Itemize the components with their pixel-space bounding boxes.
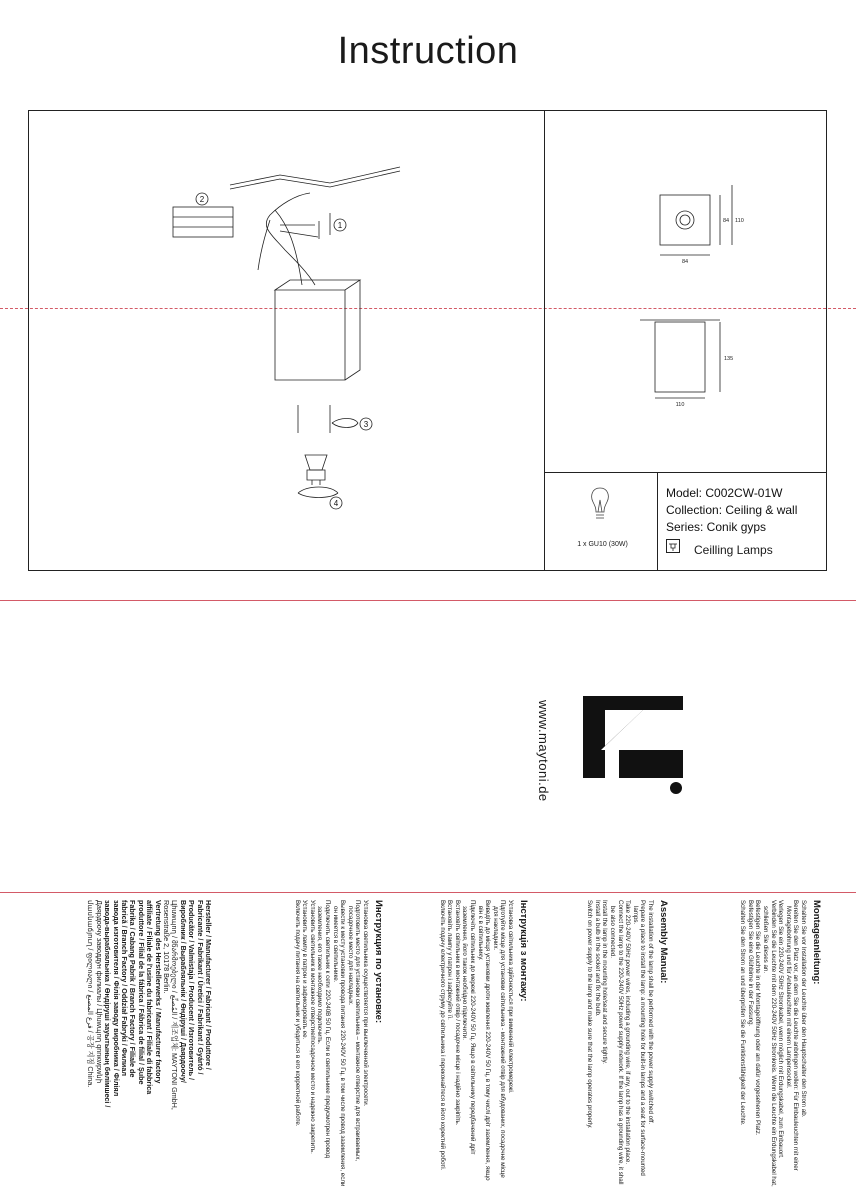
montage-item: Schalten Sie den Strom an und überprüfen Sie die Funktionsfähigkeit der Leuchte. bbox=[739, 900, 747, 1126]
ukr-item: Підключіть світильник до мережі 220-240V 50 Гц. Якщо в світильнику передбачений дріт заземлення, його також необхідно підключити. bbox=[461, 900, 477, 1155]
top-view-drawing bbox=[640, 180, 760, 280]
assembly-heading: Assembly Manual: bbox=[658, 900, 669, 984]
rus-item: Подготовить место для установки светильника – монтажное отверстие для встраиваемых, посадочное место для накладных. bbox=[346, 900, 362, 1162]
montage-item: Schalten Sie vor Installation der Leuchte über den Hauptschalter den Strom ab. bbox=[800, 900, 807, 1118]
montage-item: Bereiten Sie den Platz vor, an dem Sie die Leuchte anbringen wollen: Für Einbauleuchten mit einer Montagebohrung und für Anbauleuchten mit einem Lampensockel. bbox=[784, 900, 800, 1171]
maker-address: Rosenstraße 2, 10178 Berlin. bbox=[161, 900, 171, 994]
factory-line: Fabrika / Cabang Pabrik / Branch Factory / Filiale de bbox=[128, 900, 138, 1078]
factory-line: завода изготовителя / Філія заводу виробника / Філіял bbox=[111, 900, 121, 1097]
frame-divider-vertical-2 bbox=[657, 472, 658, 571]
dim-top-height-1: 84 bbox=[723, 218, 730, 224]
fold-line-middle bbox=[0, 600, 856, 601]
ceiling-lamp-icon bbox=[666, 539, 680, 553]
bulb-spec: 1 x GU10 (30W) bbox=[577, 541, 628, 548]
website: www.maytoni.de bbox=[536, 700, 551, 802]
dim-side-height: 135 bbox=[724, 356, 734, 362]
rus-item: Вывести к месту установки провода питания 220-240V 50 Гц, в том числе провод заземления, если он имеется в светильнике. bbox=[331, 900, 347, 1187]
rus-item: Подключить светильник к сети 220-240В 50 Гц. Если в светильнике предусмотрен провод заземления, его также необходимо подключить. bbox=[316, 900, 332, 1158]
assembly-item: The installation of the lamp shall be performed with the power supply switched off. bbox=[647, 900, 654, 1125]
assembly-item: Take 220-240V 50Hz power wires, including a grounding wire, if any, out to the installation place. bbox=[624, 900, 632, 1165]
dim-top-height-2: 110 bbox=[735, 218, 744, 224]
ukr-item: Включіть подачу електричного струму до світильника і переконайтеся в його коректній роботі. bbox=[438, 900, 446, 1171]
ceiling-lamps-label: Ceilling Lamps bbox=[694, 543, 773, 557]
series-line: Series: Conik gyps bbox=[666, 520, 767, 534]
maker-line: Fabricante / Fabrikant / Üretici / Fabrikant / Gyártó / bbox=[195, 900, 205, 1075]
rus-section bbox=[293, 900, 384, 1190]
frame-divider-horizontal bbox=[544, 472, 827, 473]
assembly-item: Prepare a place to install the lamp: a mounting hole for built-in lamps and a seat for surface-mounted lamps. bbox=[631, 900, 647, 1176]
factory-address: Даярдоочу заводдун филиалы / Цhuwպnղ qnnĸwpwնի bbox=[94, 900, 104, 1084]
assembly-item: Switch on power supply to the lamp and make sure that the lamp operates properly. bbox=[586, 900, 594, 1129]
maker-line: Producător / Valmistaja / Producent / Изготовитель / bbox=[187, 900, 197, 1081]
callout-2: 2 bbox=[199, 195, 205, 204]
factory-address: մասնաճյուղ / ფილიალი / فرع المصنع / 공장 지점 China. bbox=[86, 900, 96, 1088]
maker-address: Цhuwպnղ / მწარმოებელი / المُصنِّع / 제조업체: MAYTONI GmbH, bbox=[170, 900, 180, 1110]
rus-item: Установить лампу в патрон и зафиксировать ее. bbox=[301, 900, 309, 1040]
factory-line: produttore / Filial de la fábrica / Fábrica de filial / Şube bbox=[136, 900, 146, 1085]
montage-item: Verbinden Sie die Leuchte mit dem 220-240V 50Hz Stromkreis. Wenn die Leuchte ein Erdungskabel hat, schließen Sie dieses an. bbox=[762, 900, 777, 1187]
maker-line: Hersteller / Manufacturer / Fabricant / Produttore / bbox=[204, 900, 213, 1070]
callout-1: 1 bbox=[337, 221, 343, 230]
montage-heading: Montageanleitung: bbox=[811, 900, 822, 985]
ukr-section bbox=[438, 900, 529, 1190]
model-line: Model: C002CW-01W bbox=[666, 486, 783, 500]
collection-line: Collection: Ceiling & wall bbox=[666, 503, 798, 517]
callout-3: 3 bbox=[363, 420, 369, 429]
frame-divider-vertical bbox=[544, 110, 545, 571]
montage-item: Befestigen Sie die Leuchte in der Montageöffnung oder am dafür vorgesehenen Platz. bbox=[754, 900, 762, 1136]
logo-dot bbox=[670, 782, 682, 794]
rus-item: Включить подачу питания на светильник и убедиться в его корректной работе. bbox=[293, 900, 301, 1127]
ukr-item: Встановіть світильник в монтажний отвір / посадочне місце і надійно закріпіть. bbox=[453, 900, 461, 1126]
rus-item: Установка светильника осуществляется при выключенной электросети. bbox=[362, 900, 369, 1107]
assembly-item: Install a bulb in the socket and fix the bulb. bbox=[593, 900, 601, 1017]
factory-line: Vertretung des Herstellerwerks / Manufacturer factory bbox=[153, 900, 163, 1084]
montage-section bbox=[739, 900, 822, 1190]
ukr-item: Установка світильника здійснюється при вимкненій електромережі. bbox=[507, 900, 514, 1094]
maytoni-logo bbox=[583, 696, 683, 791]
dim-side-width: 110 bbox=[675, 402, 685, 408]
assembly-section bbox=[586, 900, 669, 1190]
ukr-heading: Інструкція з монтажу: bbox=[518, 900, 529, 1002]
ukr-item: Підготуйте місце для установки світильника - монтажний отвір для вбудованих, посадочне місце для накладних. bbox=[491, 900, 507, 1178]
manufacturer-section bbox=[86, 900, 212, 1190]
fold-line-bottom bbox=[0, 892, 856, 893]
page-title: Instruction bbox=[337, 30, 519, 72]
factory-line: fabrică / Branch Factory / Oddział Fabryki / Филиал bbox=[119, 900, 129, 1076]
callout-4: 4 bbox=[333, 499, 339, 508]
factory-line: завода-вырабляльніка / Өндіруші зауытының бөлімшесі / bbox=[103, 900, 113, 1108]
dim-top-width: 84 bbox=[681, 259, 689, 265]
rus-heading: Инструкция по установке: bbox=[373, 900, 384, 1024]
assembly-item: Connect the lamp to the 220-240V 50Hz power supply network. If the lamp has a grounding wire, it shall be also connected. bbox=[609, 900, 624, 1185]
installation-diagram bbox=[170, 165, 540, 515]
bulb-icon bbox=[588, 486, 612, 526]
maker-line: Вироблник / Вырабляльнiк / Өндіруші / Даярдоочу/ bbox=[178, 900, 188, 1083]
assembly-item: Install the lamp in the mounting hole/seat and secure tightly. bbox=[601, 900, 609, 1064]
ukr-item: Виведіть до місця установки дроти живлення 220-240V 50 Гц, в тому числі дріт заземлення, якщо він є в світильнику. bbox=[476, 900, 492, 1181]
side-view-drawing bbox=[640, 310, 760, 410]
montage-item: Befestigen Sie eine Glühbirne in der Fassung. bbox=[746, 900, 754, 1027]
ukr-item: Встановіть лампу у патрон і зафіксуйте її. bbox=[446, 900, 454, 1020]
montage-item: Verlegen Sie ein 220-240V 50Hz Stromkabel, wenn möglich mit Erdungskabel, zum Einbauort. bbox=[777, 900, 785, 1159]
rus-item: Установить светильник в монтажное отверстие/посадочное место и надежно закрепить. bbox=[308, 900, 316, 1154]
factory-line: affiliate / Filiale de l'usine du fabricant / Filiale di fabbrica bbox=[145, 900, 155, 1095]
